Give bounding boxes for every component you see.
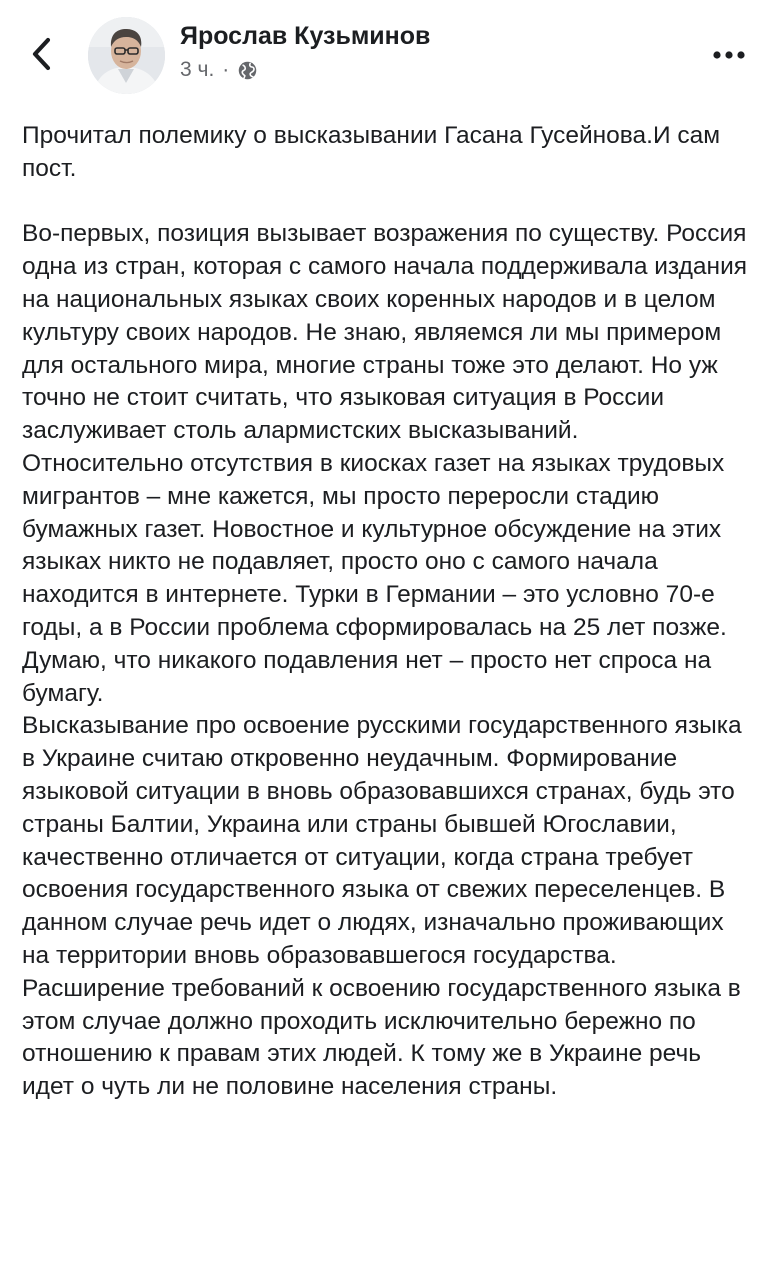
globe-icon[interactable] <box>237 60 258 81</box>
more-options-button[interactable] <box>709 38 749 72</box>
post-paragraph-1: Прочитал полемику о высказывании Гасана Гусейнова.И сам пост. <box>22 122 721 182</box>
post-paragraph-4: Высказывание про освоение русскими государственного языка в Украине считаю откровенно неудачным. Формирование языковой ситуации в вновь образовавшихся странах, будь это страны Балтии, Украина или страны бывшей Югославии, качественно отличается от ситуации, когда страна требует освоения государственного языка от свежих переселенцев. В данном случае речь идет о людях, изначально проживающих на территории вновь образовавшегося государства. Расширение требований к освоению государственного языка в этом случае должно проходить исключительно бережно по отношению к правам этих людей. К тому же в Украине речь идет о чуть ли не половине населения страны. <box>22 712 742 1101</box>
post-text <box>22 120 754 1104</box>
post-header <box>0 0 767 110</box>
post-timestamp[interactable]: 3 ч. <box>180 58 215 81</box>
meta-separator: · <box>222 58 230 81</box>
author-name[interactable]: Ярослав Кузьминов <box>180 22 431 50</box>
author-photo <box>88 17 165 94</box>
post-paragraph-3: Относительно отсутствия в киосках газет на языках трудовых мигрантов – мне кажется, мы просто переросли стадию бумажных газет. Новостное и культурное обсуждение на этих языках никто не подавляет, просто оно с самого начала находится в интернете. Турки в Германии – это условно 70-е годы, а в России проблема сформировалась на 25 лет позже. Думаю, что никакого подавления нет – просто нет спроса на бумагу. <box>22 449 727 707</box>
more-horizontal-icon <box>712 50 746 60</box>
post-paragraph-2: Во-первых, позиция вызывает возражения по существу. Россия одна из стран, которая с самого начала поддерживала издания на национальных языках своих коренных народов и в целом культуру своих народов. Не знаю, являемся ли мы примером для остального мира, многие страны тоже это делают. Но уж точно не стоит считать, что языковая ситуация в России заслуживает столь алармистских высказываний. <box>22 220 748 445</box>
chevron-left-icon <box>31 37 53 71</box>
avatar[interactable] <box>88 17 165 94</box>
post-meta <box>180 58 258 82</box>
back-button[interactable] <box>22 30 62 78</box>
